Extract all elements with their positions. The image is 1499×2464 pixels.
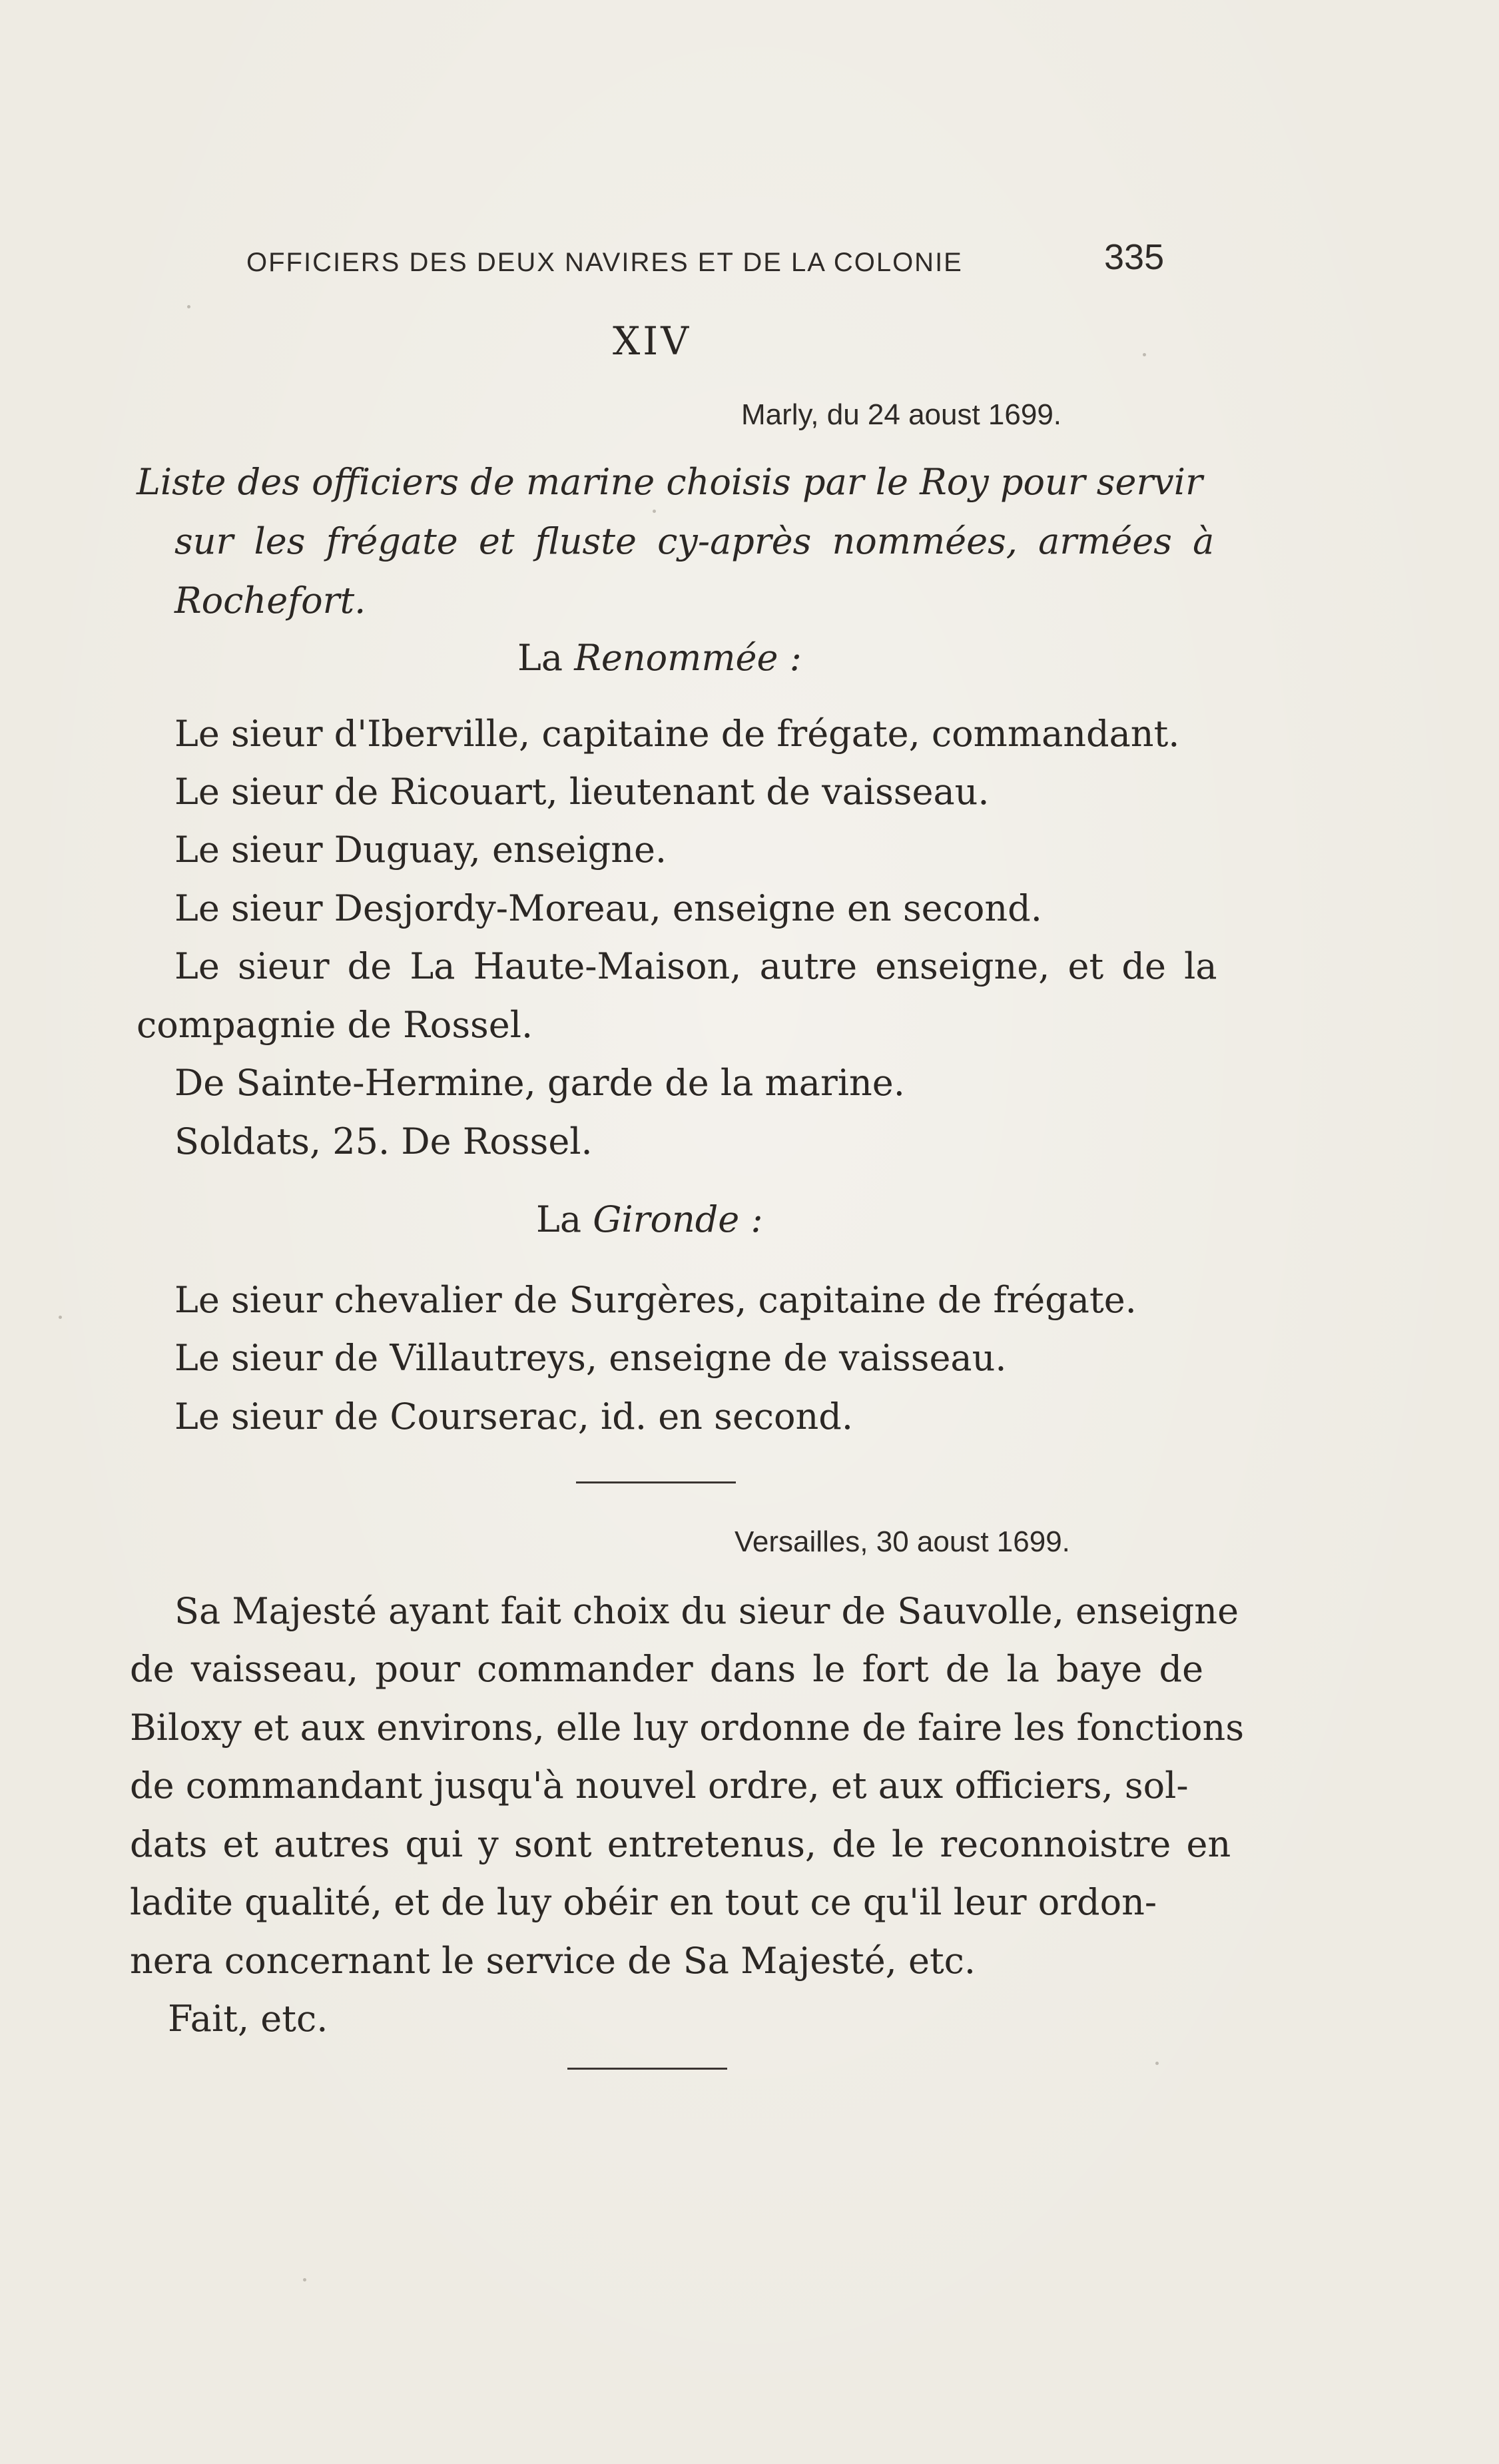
paper-speck bbox=[1143, 353, 1146, 356]
paper-speck bbox=[59, 1316, 62, 1319]
page-number: 335 bbox=[1104, 237, 1165, 277]
paper-speck bbox=[187, 305, 190, 308]
order-line: ladite qualité, et de luy obéir en tout ce qu'il leur ordon- bbox=[130, 1881, 1157, 1923]
list-title-line-3: Rochefort. bbox=[174, 580, 366, 621]
officer-line: Le sieur Desjordy-Moreau, enseigne en second. bbox=[174, 887, 1042, 929]
order-line: de commandant jusqu'à nouvel ordre, et aux officiers, sol- bbox=[130, 1765, 1189, 1807]
order-line: de vaisseau, pour commander dans le fort de la baye de bbox=[130, 1648, 1204, 1690]
officer-line: Le sieur de Ricouart, lieutenant de vaisseau. bbox=[174, 771, 990, 813]
order-line: nera concernant le service de Sa Majesté, etc. bbox=[130, 1940, 976, 1982]
officer-line: Le sieur chevalier de Surgères, capitaine de frégate. bbox=[174, 1279, 1137, 1321]
officer-line: Le sieur de Villautreys, enseigne de vaisseau. bbox=[174, 1337, 1007, 1379]
officer-line: Le sieur Duguay, enseigne. bbox=[174, 829, 667, 871]
end-divider bbox=[567, 2068, 727, 2070]
order-line: Fait, etc. bbox=[168, 1998, 328, 2040]
officer-line: De Sainte-Hermine, garde de la marine. bbox=[174, 1062, 905, 1104]
running-head: OFFICIERS DES DEUX NAVIRES ET DE LA COLONIE bbox=[246, 248, 963, 277]
order-line: Sa Majesté ayant fait choix du sieur de Sauvolle, enseigne bbox=[174, 1590, 1239, 1632]
ship-article: La bbox=[517, 637, 563, 679]
paper-speck bbox=[303, 2278, 306, 2281]
officer-line: Le sieur d'Iberville, capitaine de frégate, commandant. bbox=[174, 713, 1180, 755]
ship-heading-gironde bbox=[536, 1198, 763, 1240]
dateline-versailles: Versailles, 30 aoust 1699. bbox=[735, 1525, 1070, 1558]
ship-name: Gironde : bbox=[593, 1198, 763, 1240]
section-number: XIV bbox=[613, 318, 692, 364]
section-divider bbox=[576, 1481, 736, 1483]
officer-line: compagnie de Rossel. bbox=[137, 1004, 533, 1046]
paper-speck bbox=[653, 510, 656, 513]
order-line: dats et autres qui y sont entretenus, de le reconnoistre en bbox=[130, 1823, 1231, 1865]
list-title-line-1: Liste des officiers de marine choisis par le Roy pour servir bbox=[137, 461, 1203, 503]
officer-line: Soldats, 25. De Rossel. bbox=[174, 1120, 593, 1162]
list-title-line-2: sur les frégate et fluste cy-après nommées, armées à bbox=[174, 520, 1215, 562]
ship-name: Renommée : bbox=[574, 637, 802, 679]
officer-line: Le sieur de La Haute-Maison, autre enseigne, et de la bbox=[174, 945, 1217, 987]
paper-speck bbox=[1155, 2062, 1159, 2065]
dateline-marly: Marly, du 24 aoust 1699. bbox=[741, 398, 1062, 431]
ship-heading-renommee bbox=[517, 637, 802, 679]
officer-line: Le sieur de Courserac, id. en second. bbox=[174, 1396, 854, 1437]
order-line: Biloxy et aux environs, elle luy ordonne de faire les fonctions bbox=[130, 1707, 1245, 1749]
ship-article: La bbox=[536, 1198, 582, 1240]
